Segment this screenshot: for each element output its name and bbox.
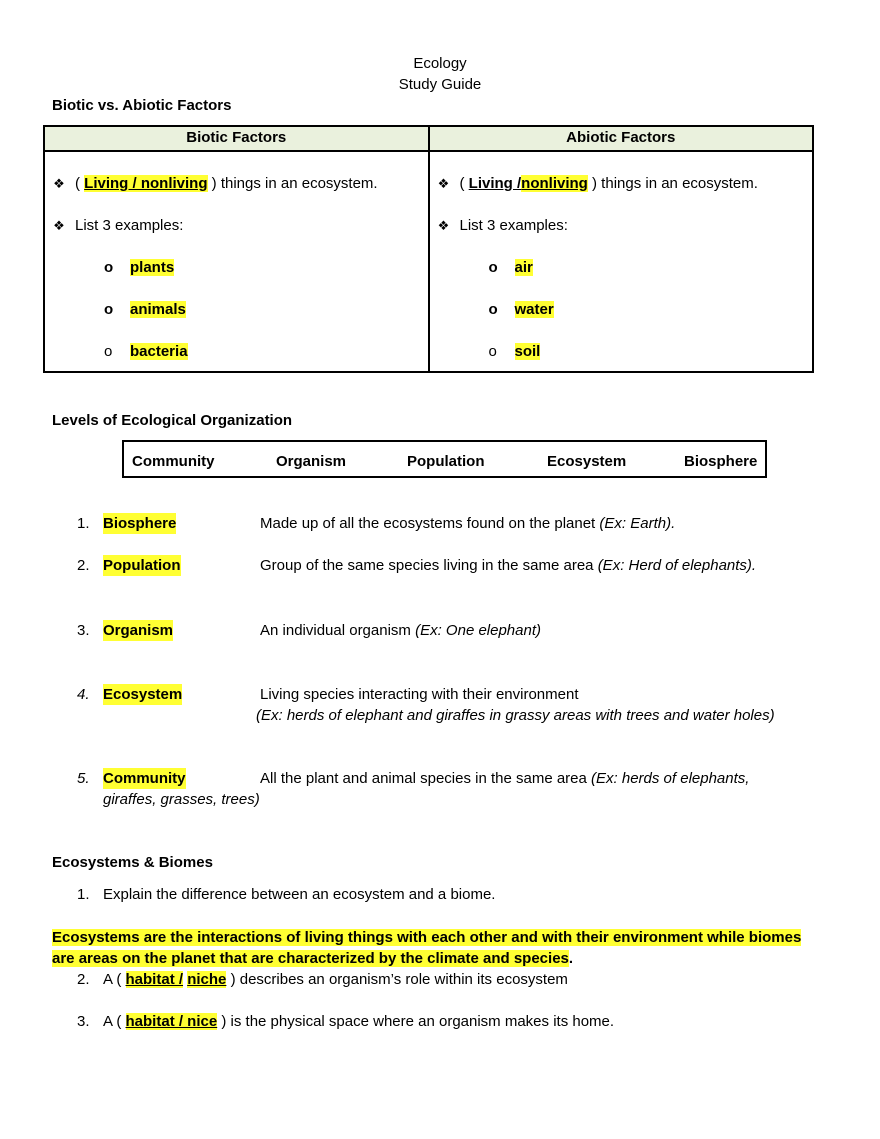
levels-heading: Levels of Ecological Organization [52, 412, 293, 429]
level-item-1: 1. Biosphere [77, 515, 177, 532]
abiotic-q2: ❖ List 3 examples: [437, 217, 568, 234]
level-desc-4: Living species interacting with their environment [260, 686, 579, 703]
biotic-header: Biotic Factors [45, 127, 430, 150]
answer-line-1: Ecosystems are the interactions of living things with each other and with their environment while biomes [52, 929, 802, 946]
question-1: 1. Explain the difference between an ecosystem and a biome. [77, 886, 496, 903]
biotic-q1-answer: Living / nonliving [84, 175, 208, 192]
diamond-bullet-icon: ❖ [53, 176, 65, 191]
level-example-5-cont: giraffes, grasses, trees) [103, 791, 260, 808]
word-bank-item: Ecosystem [547, 453, 627, 470]
biotic-abiotic-heading: Biotic vs. Abiotic Factors [52, 97, 232, 114]
level-desc-5: All the plant and animal species in the same area (Ex: herds of elephants, [260, 770, 750, 787]
abiotic-q1-answer: nonliving [521, 175, 588, 192]
level-item-3: 3. Organism [77, 622, 174, 639]
biotic-q2: ❖ List 3 examples: [53, 217, 184, 234]
word-bank-item: Population [407, 453, 485, 470]
question-2: 2. A ( habitat / niche ) describes an organism’s role within its ecosystem [77, 971, 568, 988]
diamond-bullet-icon: ❖ [437, 218, 450, 233]
diamond-bullet-icon: ❖ [53, 218, 65, 233]
level-desc-2: Group of the same species living in the same area (Ex: Herd of elephants). [260, 557, 757, 574]
level-term: Population [103, 557, 181, 574]
level-term: Organism [103, 622, 174, 639]
biotic-example-2: o animals [104, 301, 186, 318]
abiotic-column [430, 152, 813, 371]
abiotic-example-2: o water [488, 301, 554, 318]
page-title: Ecology [413, 55, 467, 72]
question-3: 3. A ( habitat / nice ) is the physical space where an organism makes its home. [77, 1013, 615, 1030]
level-desc-1: Made up of all the ecosystems found on the planet (Ex: Earth). [260, 515, 676, 532]
word-bank-item: Biosphere [684, 453, 758, 470]
abiotic-q1: ❖ ( Living /nonliving ) things in an ecosystem. [437, 175, 758, 192]
answer-line-2: are areas on the planet that are characterized by the climate and species. [52, 950, 574, 967]
level-term: Community [103, 770, 186, 787]
biotic-column [45, 152, 430, 371]
biotic-q1: ❖ ( Living / nonliving ) things in an ecosystem. [53, 175, 378, 192]
question-3-answer: habitat / nice [125, 1013, 218, 1030]
ecosystems-heading: Ecosystems & Biomes [52, 854, 213, 871]
abiotic-header: Abiotic Factors [566, 129, 676, 146]
biotic-example-1: o plants [104, 259, 175, 276]
level-term: Ecosystem [103, 686, 183, 703]
factors-table [43, 125, 814, 373]
level-item-4: 4. Ecosystem [77, 686, 183, 703]
word-bank-box [122, 440, 767, 478]
level-example-4: (Ex: herds of elephant and giraffes in grassy areas with trees and water holes) [256, 707, 775, 724]
level-item-2: 2. Population [77, 557, 181, 574]
diamond-bullet-icon: ❖ [437, 176, 450, 191]
level-desc-3: An individual organism (Ex: One elephant) [260, 622, 541, 639]
page-subtitle: Study Guide [398, 76, 482, 93]
abiotic-example-1: o air [488, 259, 533, 276]
level-item-5: 5. Community [77, 770, 186, 787]
biotic-example-3: o bacteria [104, 343, 188, 360]
question-2-answer: niche [187, 971, 227, 988]
word-bank-item: Organism [276, 453, 347, 470]
level-term: Biosphere [103, 515, 177, 532]
word-bank-item: Community [132, 453, 215, 470]
factors-table-header [45, 127, 812, 152]
abiotic-example-3: o soil [488, 343, 541, 360]
